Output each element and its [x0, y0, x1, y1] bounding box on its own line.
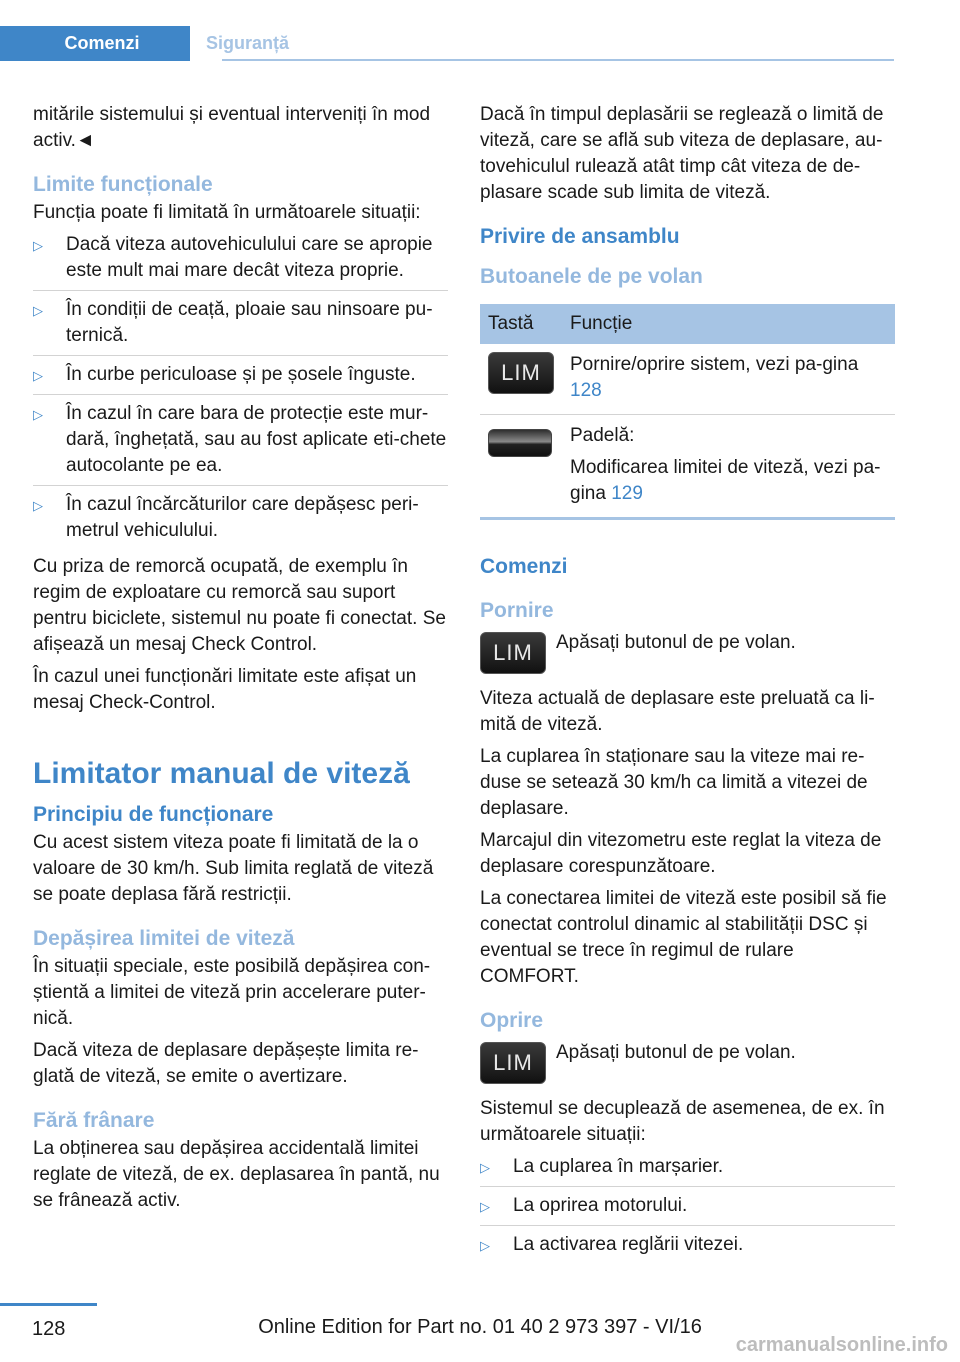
list-item: ▷ În curbe periculoase și pe șosele înguste. — [33, 362, 448, 395]
right-column — [480, 102, 895, 1268]
left-column — [33, 102, 448, 1220]
column-header-function: Funcție — [562, 304, 895, 344]
start-p1: Viteza actuală de deplasare este preluată ca li-mită de viteză. — [480, 688, 875, 735]
lim-button-icon: LIM — [480, 1042, 546, 1084]
heading-start: Pornire — [480, 599, 554, 622]
list-item: ▷ Dacă viteza autovehiculului care se apropie este mult mai mare decât viteza proprie. — [33, 232, 448, 291]
column-header-key: Tastă — [480, 304, 562, 344]
table-header-row — [480, 304, 895, 344]
stop-list — [480, 1154, 895, 1264]
lim-button-icon: LIM — [488, 352, 554, 394]
stop-instruction — [480, 1040, 895, 1084]
start-instruction — [480, 630, 895, 674]
triangle-bullet-icon: ▷ — [33, 498, 43, 513]
exceed-text-1: În situații speciale, este posibilă depășirea con-știentă a limitei de viteză prin accelerare puter-nică. — [33, 956, 431, 1029]
chapter-tabs — [0, 26, 306, 61]
heading-controls: Comenzi — [480, 555, 568, 578]
heading-overview: Privire de ansamblu — [480, 225, 680, 248]
heading-stop: Oprire — [480, 1009, 544, 1032]
page-number: 128 — [32, 1318, 66, 1340]
heading-limits: Limite funcționale — [33, 173, 213, 196]
footer-rule — [0, 1303, 97, 1306]
limits-intro: Funcția poate fi limitată în următoarele situații: — [33, 202, 421, 223]
start-p3: Marcajul din vitezometru este reglat la viteza de deplasare corespunzătoare. — [480, 830, 882, 877]
page-link-128[interactable]: 128 — [570, 380, 602, 401]
right-intro: Dacă în timpul deplasării se reglează o limită de viteză, care se află sub viteza de deplasare, au-tovehiculul rulează atât timp cât viteza de de-plasare scade sub limita de viteză. — [480, 104, 884, 203]
stop-text: Apăsați butonul de pe volan. — [556, 1042, 796, 1063]
exceed-text-2: Dacă viteza de deplasare depășește limita re-glată de viteză, se emite o avertizare. — [33, 1040, 419, 1087]
row2-title: Padelă: — [570, 425, 635, 446]
trailer-text: Cu priza de remorcă ocupată, de exemplu în regim de exploatare cu remorcă sau suport pentru biciclete, sistemul nu poate fi conectat. Se afișează un mesaj Check Control. — [33, 556, 446, 655]
list-item: ▷ La activarea reglării vitezei. — [480, 1232, 895, 1264]
row1-text: Pornire/oprire sistem, vezi pa-gina — [570, 354, 859, 375]
paddle-icon — [488, 423, 552, 461]
chapter-title: Limitator manual de viteză — [33, 757, 410, 790]
page-link-129[interactable]: 129 — [611, 483, 643, 504]
heading-no-brake: Fără frânare — [33, 1109, 155, 1132]
heading-principle: Principiu de funcționare — [33, 803, 274, 826]
tab-siguranta[interactable]: Siguranță — [206, 33, 290, 53]
table-row — [480, 415, 895, 519]
row2-text: Modificarea limitei de viteză, vezi pa-gina — [570, 457, 881, 504]
principle-text: Cu acest sistem viteza poate fi limitată de la o valoare de 30 km/h. Sub limita reglată de viteză se poate deplasa fără restricții. — [33, 832, 434, 905]
heading-exceed: Depășirea limitei de viteză — [33, 927, 295, 950]
header-rule — [222, 59, 894, 61]
start-p4: La conectarea limitei de viteză este posibil să fie conectat controlul dinamic al stabilității DSC și eventual se trece în regimul de rulare COMFORT. — [480, 888, 887, 987]
stop-p1: Sistemul se decuplează de asemenea, de ex. în următoarele situații: — [480, 1098, 885, 1145]
triangle-bullet-icon: ▷ — [33, 407, 43, 422]
heading-buttons: Butoanele de pe volan — [480, 265, 703, 288]
start-p2: La cuplarea în staționare sau la viteze mai re-duse se setează 30 km/h ca limită a vitezei de deplasare. — [480, 746, 868, 819]
list-item: ▷ La cuplarea în marșarier. — [480, 1154, 895, 1187]
limits-list — [33, 232, 448, 550]
list-item: ▷ În cazul în care bara de protecție este mur-dară, înghețată, sau au fost aplicate eti-chete autocolante pe ea. — [33, 401, 448, 486]
intro-text: mitările sistemului și eventual interveniți în mod activ.◄ — [33, 104, 431, 151]
no-brake-text: La obținerea sau depășirea accidentală limitei reglate de viteză, de ex. deplasarea în pantă, nu se frânează activ. — [33, 1138, 440, 1211]
list-item: ▷ În cazul încărcăturilor care depășesc peri-metrul vehiculului. — [33, 494, 419, 541]
start-text: Apăsați butonul de pe volan. — [556, 632, 796, 653]
buttons-table — [480, 304, 895, 520]
tab-comenzi[interactable]: Comenzi — [0, 26, 190, 61]
triangle-bullet-icon: ▷ — [480, 1199, 490, 1214]
list-item: ▷ În condiții de ceață, ploaie sau ninsoare pu-ternică. — [33, 297, 448, 356]
watermark: carmanualsonline.info — [735, 1334, 948, 1356]
table-row — [480, 344, 895, 415]
triangle-bullet-icon: ▷ — [33, 368, 43, 383]
triangle-bullet-icon: ▷ — [33, 238, 43, 253]
edition-line: Online Edition for Part no. 01 40 2 973 397 - VI/16 — [258, 1316, 702, 1338]
list-item: ▷ La oprirea motorului. — [480, 1193, 895, 1226]
limited-text: În cazul unei funcționări limitate este afișat un mesaj Check-Control. — [33, 666, 417, 713]
triangle-bullet-icon: ▷ — [33, 303, 43, 318]
triangle-bullet-icon: ▷ — [480, 1160, 490, 1175]
triangle-bullet-icon: ▷ — [480, 1238, 490, 1253]
lim-button-icon: LIM — [480, 632, 546, 674]
